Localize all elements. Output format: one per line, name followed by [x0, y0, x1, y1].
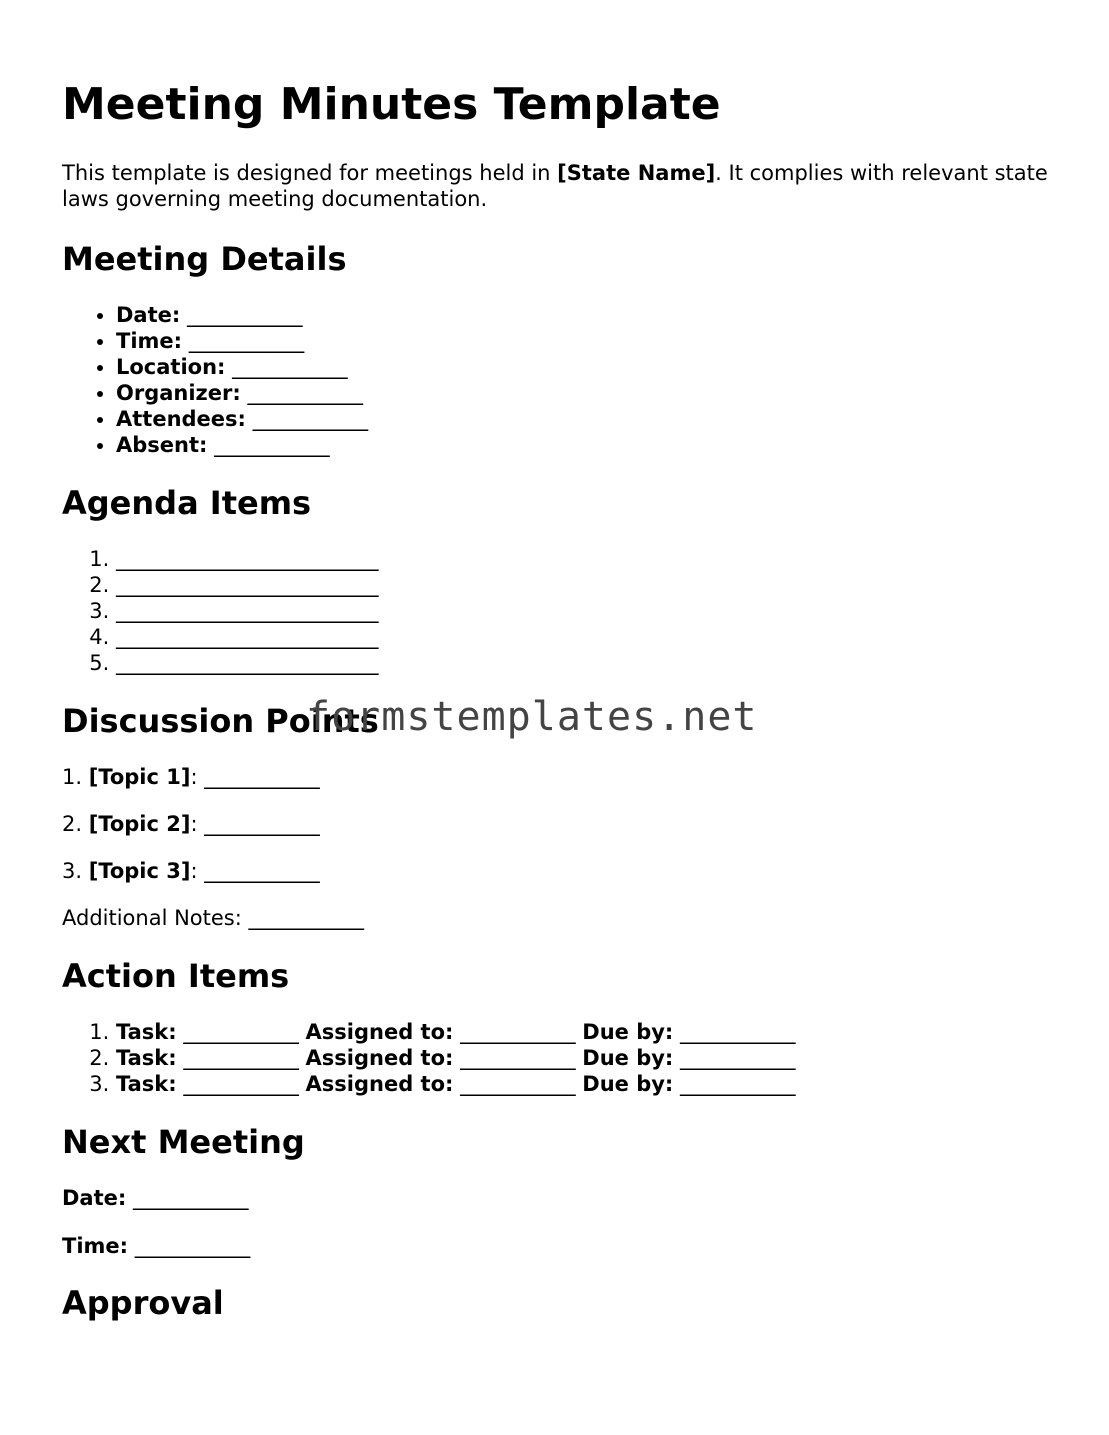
list-item	[116, 1071, 1052, 1097]
list-item: 4. _________________________	[116, 624, 1052, 650]
detail-blank: ___________	[186, 303, 303, 327]
task-blank: ___________	[176, 1072, 306, 1096]
list-item	[116, 1045, 1052, 1071]
list-item	[116, 302, 1052, 328]
agenda-heading: Agenda Items	[62, 484, 312, 522]
page-title: Meeting Minutes Template	[62, 79, 721, 130]
detail-label: Date:	[116, 303, 181, 327]
list-item: 3. _________________________	[116, 598, 1052, 624]
agenda-list	[62, 546, 1052, 676]
watermark: formstemplates.net	[306, 694, 758, 740]
discussion-blank: : ___________	[190, 765, 320, 789]
discussion-item	[62, 764, 1052, 790]
detail-label: Organizer:	[116, 381, 241, 405]
discussion-item	[62, 811, 1052, 837]
action-items-heading: Action Items	[62, 957, 290, 995]
due-label: Due by:	[582, 1020, 674, 1044]
detail-label: Attendees:	[116, 407, 246, 431]
detail-blank: ___________	[247, 381, 363, 405]
due-blank: ___________	[673, 1020, 796, 1044]
list-item: 5. _________________________	[116, 650, 1052, 676]
detail-blank: ___________	[232, 355, 348, 379]
next-date-label: Date:	[62, 1186, 127, 1210]
intro-state-name: [State Name]	[557, 161, 716, 185]
due-blank: ___________	[673, 1072, 796, 1096]
assigned-label: Assigned to:	[305, 1020, 454, 1044]
intro-paragraph	[62, 160, 1052, 212]
due-label: Due by:	[582, 1072, 674, 1096]
detail-blank: ___________	[188, 329, 305, 353]
discussion-number: 1.	[62, 765, 89, 789]
next-meeting-date	[62, 1185, 1052, 1211]
list-item: 2. _________________________	[116, 572, 1052, 598]
task-label: Task:	[116, 1072, 177, 1096]
intro-text-before: This template is designed for meetings held in	[62, 161, 558, 185]
assigned-label: Assigned to:	[305, 1046, 454, 1070]
discussion-blank: : ___________	[190, 812, 320, 836]
next-date-blank: ___________	[126, 1186, 249, 1210]
discussion-item	[62, 858, 1052, 884]
assigned-blank: ___________	[453, 1020, 583, 1044]
due-label: Due by:	[582, 1046, 674, 1070]
intro-text-after: . It complies with relevant state laws governing meeting documentation.	[62, 161, 1048, 211]
discussion-number: 2.	[62, 812, 89, 836]
meeting-details-heading: Meeting Details	[62, 240, 347, 278]
assigned-blank: ___________	[453, 1072, 583, 1096]
meeting-details-list	[62, 302, 1052, 458]
discussion-topic: [Topic 1]	[88, 765, 191, 789]
next-time-label: Time:	[62, 1234, 129, 1258]
next-meeting-heading: Next Meeting	[62, 1123, 305, 1161]
task-blank: ___________	[176, 1046, 306, 1070]
discussion-topic: [Topic 3]	[88, 859, 191, 883]
detail-label: Absent:	[116, 433, 208, 457]
assigned-blank: ___________	[453, 1046, 583, 1070]
discussion-number: 3.	[62, 859, 89, 883]
due-blank: ___________	[673, 1046, 796, 1070]
discussion-topic: [Topic 2]	[88, 812, 191, 836]
task-label: Task:	[116, 1046, 177, 1070]
discussion-blank: : ___________	[190, 859, 320, 883]
next-meeting-time	[62, 1233, 1052, 1259]
detail-blank: ___________	[214, 433, 330, 457]
list-item: 1. _________________________	[116, 546, 1052, 572]
task-blank: ___________	[176, 1020, 306, 1044]
discussion-heading: Discussion Points	[62, 702, 379, 740]
list-item	[116, 380, 1052, 406]
action-items-list	[62, 1019, 1052, 1097]
detail-label: Location:	[116, 355, 226, 379]
list-item	[116, 354, 1052, 380]
approval-heading: Approval	[62, 1284, 224, 1322]
list-item	[116, 432, 1052, 458]
task-label: Task:	[116, 1020, 177, 1044]
additional-notes: Additional Notes: ___________	[62, 906, 364, 930]
detail-label: Time:	[116, 329, 183, 353]
next-time-blank: ___________	[128, 1234, 251, 1258]
list-item	[116, 328, 1052, 354]
list-item	[116, 1019, 1052, 1045]
assigned-label: Assigned to:	[305, 1072, 454, 1096]
detail-blank: ___________	[252, 407, 369, 431]
list-item	[116, 406, 1052, 432]
